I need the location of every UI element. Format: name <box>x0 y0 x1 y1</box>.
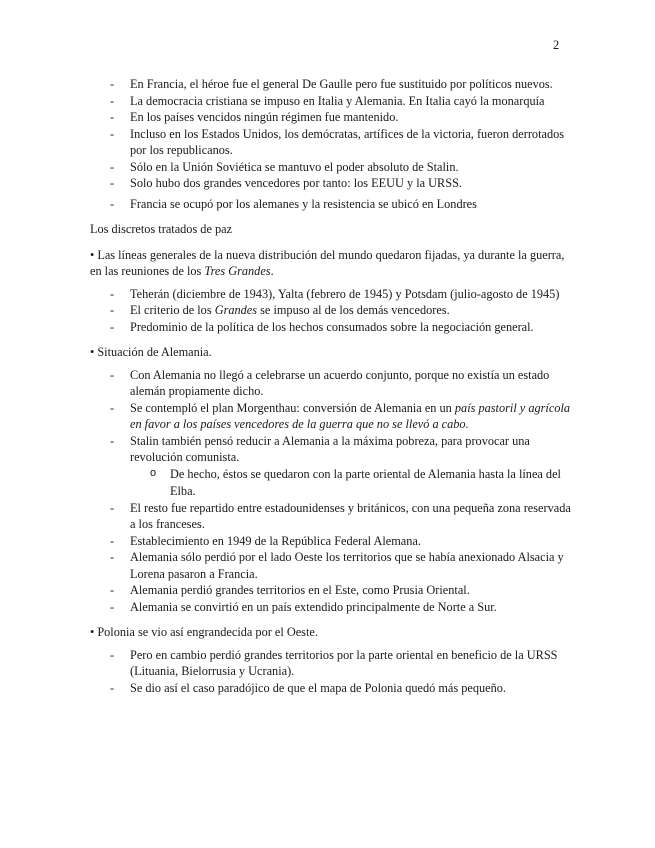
list-item: - Alemania perdió grandes territorios en el Este, como Prusia Oriental. <box>90 582 572 599</box>
list-item-text: Stalin también pensó reducir a Alemania a la máxima pobreza, para provocar una revolución comunista. <box>130 433 530 464</box>
list-item: - Se dio así el caso paradójico de que el mapa de Polonia quedó más pequeño. <box>90 680 572 697</box>
list-item <box>90 302 572 319</box>
paragraph-text: Las líneas generales de la nueva distribución del mundo quedaron fijadas, ya durante la guerra, en las reuniones de los <box>90 247 565 278</box>
list-item: - Francia se ocupó por los alemanes y la resistencia se ubicó en Londres <box>90 196 572 213</box>
list-france <box>90 196 572 213</box>
list-item-text: El criterio de los <box>130 303 215 317</box>
list-item: - Alemania se convirtió en un país extendido principalmente de Norte a Sur. <box>90 599 572 616</box>
list-item <box>90 400 572 433</box>
list-item-text: Se contempló el plan Morgenthau: conversión de Alemania en un <box>130 400 455 415</box>
paragraph-alemania: • Situación de Alemania. <box>90 344 572 361</box>
list-item <box>90 433 572 500</box>
list-item-text: se impuso al de los demás vencedores. <box>257 303 450 317</box>
page-number: 2 <box>553 38 560 52</box>
list-item: - El resto fue repartido entre estadounidenses y británicos, con una pequeña zona reservada a los franceses. <box>90 500 572 533</box>
list-item-italic: Grandes <box>214 303 258 317</box>
paragraph-end: . <box>270 264 274 278</box>
list-postwar-politics <box>90 76 572 192</box>
list-germany <box>90 367 572 616</box>
sub-bullet-marker: o <box>150 466 157 479</box>
sub-list <box>130 466 572 500</box>
sub-list-item-text: De hecho, éstos se quedaron con la parte oriental de Alemania hasta la línea del Elba. <box>170 466 561 498</box>
list-item: - Pero en cambio perdió grandes territorios por la parte oriental en beneficio de la URSS (Lituania, Bielorrusia y Ucrania). <box>90 647 572 680</box>
list-item: - En los países vencidos ningún régimen fue mantenido. <box>90 109 572 126</box>
paragraph-tres-grandes <box>90 247 572 280</box>
list-item: - Teherán (diciembre de 1943), Yalta (febrero de 1945) y Potsdam (julio-agosto de 1945) <box>90 286 572 303</box>
list-item: - Predominio de la política de los hechos consumados sobre la negociación general. <box>90 319 572 336</box>
list-item: - Solo hubo dos grandes vencedores por tanto: los EEUU y la URSS. <box>90 175 572 192</box>
list-item: - La democracia cristiana se impuso en Italia y Alemania. En Italia cayó la monarquía <box>90 93 572 110</box>
sub-list-item <box>130 466 572 500</box>
paragraph-polonia: • Polonia se vio así engrandecida por el Oeste. <box>90 624 572 641</box>
list-item: - Incluso en los Estados Unidos, los demócratas, artífices de la victoria, fueron derrotados por los republicanos. <box>90 126 572 159</box>
list-item: - Establecimiento en 1949 de la República Federal Alemana. <box>90 533 572 550</box>
document-body <box>90 76 572 696</box>
list-item: - Sólo en la Unión Soviética se mantuvo el poder absoluto de Stalin. <box>90 159 572 176</box>
list-item: - Con Alemania no llegó a celebrarse un acuerdo conjunto, porque no existía un estado alemán propiamente dicho. <box>90 367 572 400</box>
list-conferences <box>90 286 572 336</box>
list-item: - Alemania sólo perdió por el lado Oeste los territorios que se había anexionado Alsacia y Lorena pasaron a Francia. <box>90 549 572 582</box>
list-poland <box>90 647 572 697</box>
list-item-italic: país pastoril y agrícola en favor a los países vencedores de la guerra que no se llevó a cabo. <box>130 400 571 431</box>
section-heading: Los discretos tratados de paz <box>90 222 233 236</box>
paragraph-italic: Tres Grandes <box>204 264 271 278</box>
list-item: - En Francia, el héroe fue el general De Gaulle pero fue sustituido por políticos nuevos. <box>90 76 572 93</box>
